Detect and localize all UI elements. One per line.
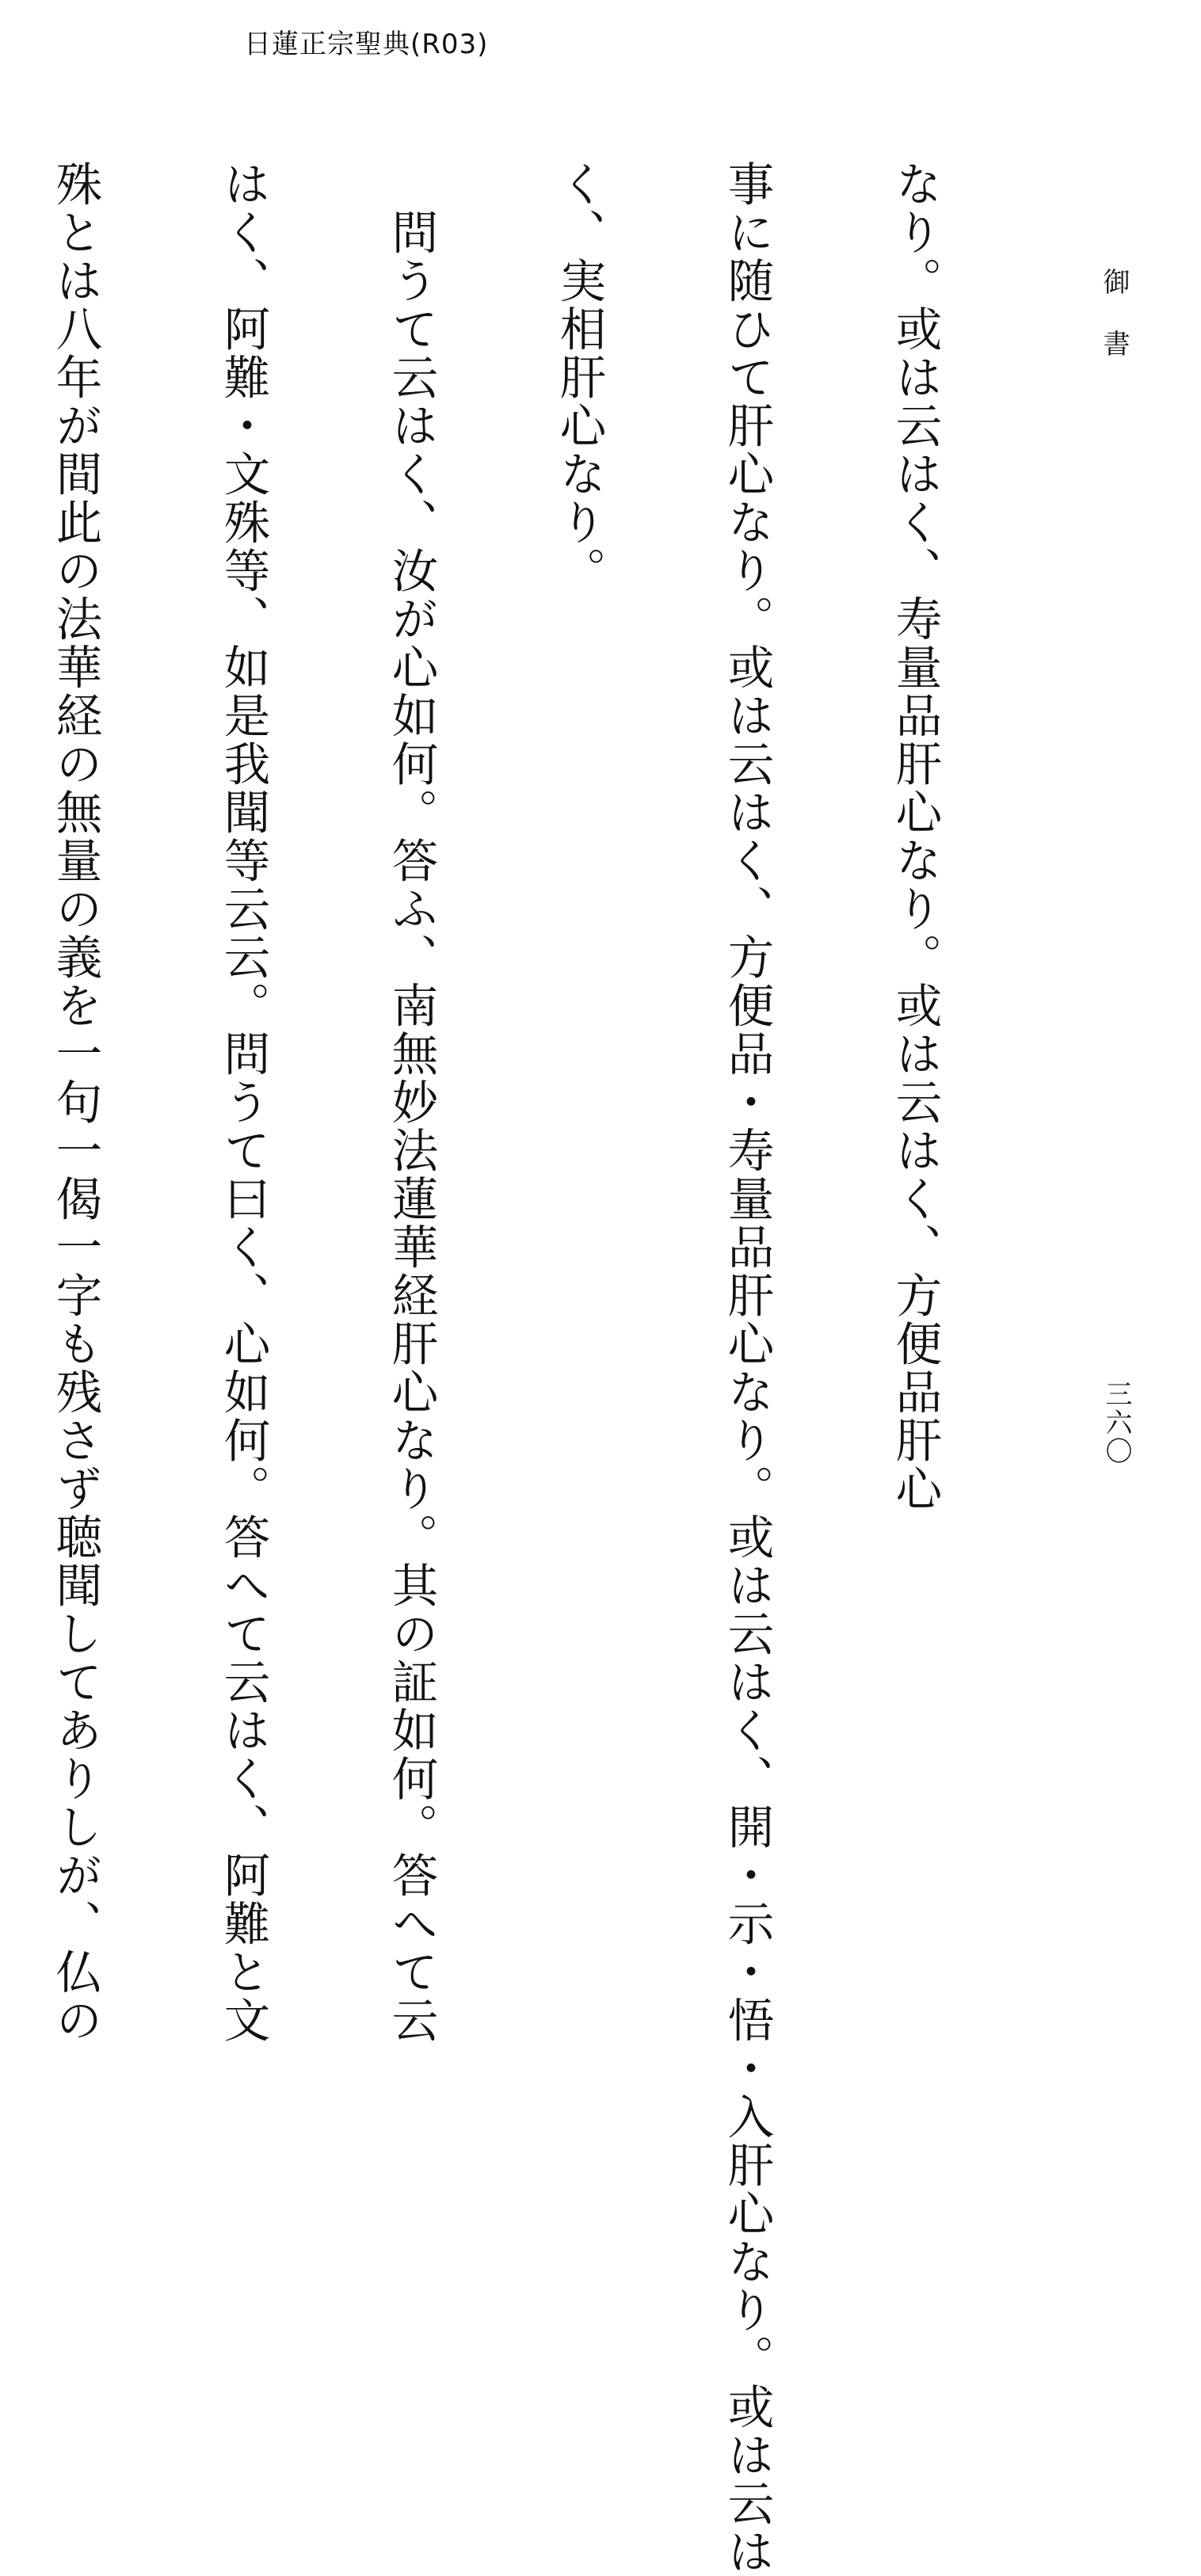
text-column-3: く、実相肝心なり。 <box>552 160 606 595</box>
text-column-6: 殊とは八年が間此の法華経の無量の義を一句一偈一字も残さず聴聞してありしが、仏の <box>48 160 102 2044</box>
page-number: 三六〇 <box>1100 1380 1132 1465</box>
text-column-4: 問うて云はく、汝が心如何。答ふ、南無妙法蓮華経肝心なり。其の証如何。答へて云 <box>384 160 438 2044</box>
vertical-text-block <box>0 160 1054 2576</box>
text-column-1: なり。或は云はく、寿量品肝心なり。或は云はく、方便品肝心 <box>888 160 942 1513</box>
book-title: 日蓮正宗聖典(R03) <box>244 29 489 60</box>
section-label: 御書 <box>1098 268 1130 391</box>
text-column-2: 事に随ひて肝心なり。或は云はく、方便品・寿量品肝心なり。或は云はく、開・示・悟・入肝心なり。或は云は <box>720 160 774 2576</box>
text-column-5: はく、阿難・文殊等、如是我聞等云云。問うて曰く、心如何。答へて云はく、阿難と文 <box>216 160 270 2044</box>
